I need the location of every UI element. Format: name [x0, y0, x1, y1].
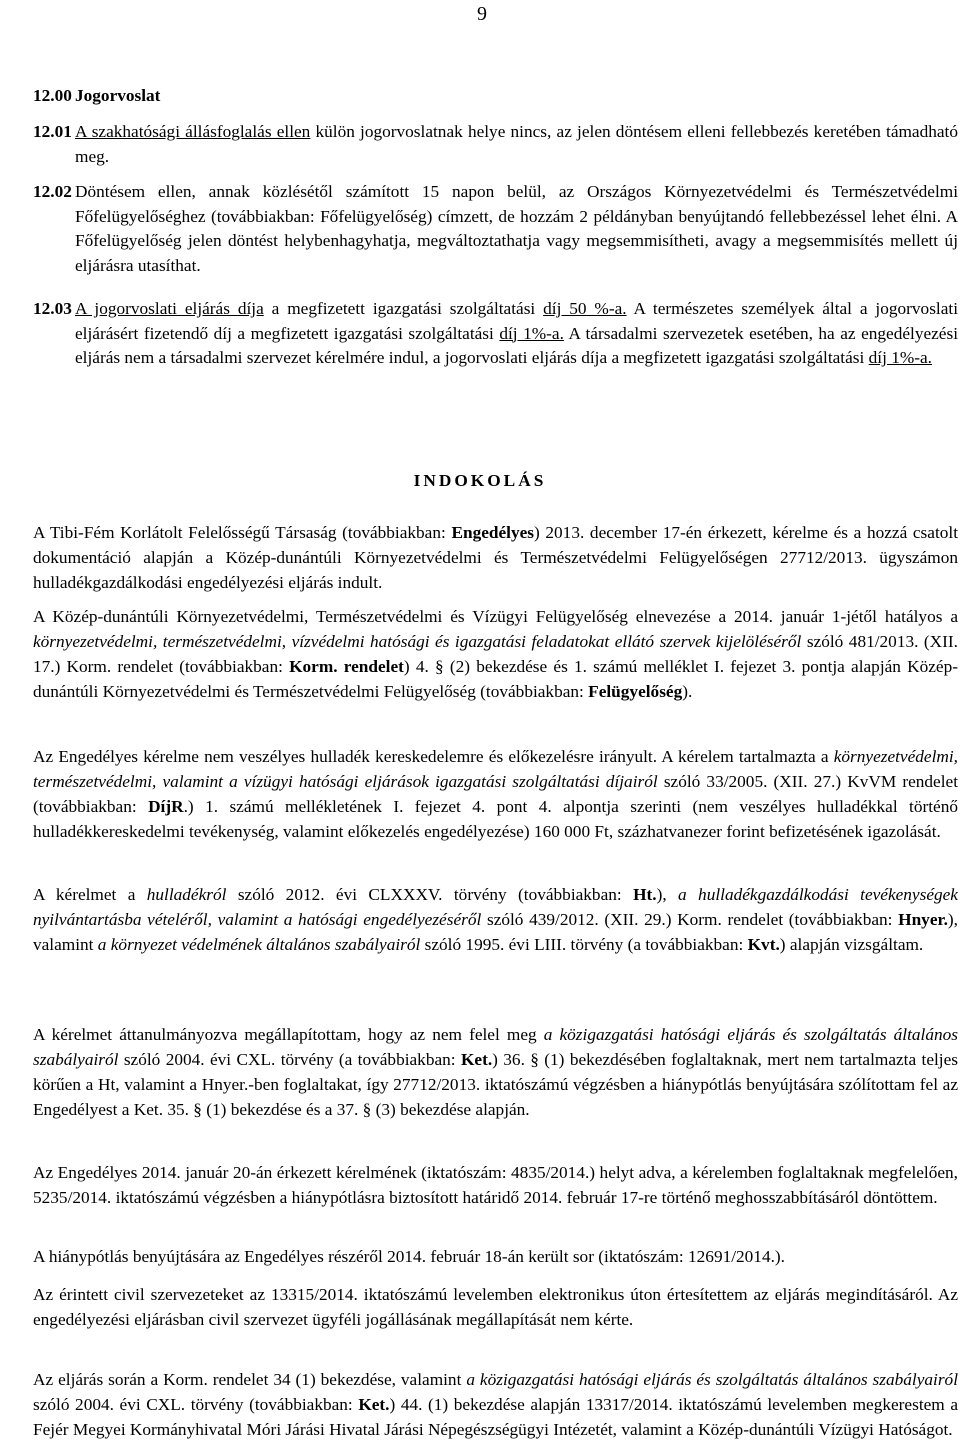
text-run: ) alapján vizsgáltam.: [779, 935, 924, 954]
bold-term: Hnyer.: [898, 910, 948, 929]
italic-title: környezetvédelmi, természetvédelmi, valamint a vízügyi hatósági eljárások igazgatási szolgáltatási díjairól: [33, 747, 958, 791]
text-run: ), valamint: [33, 910, 958, 954]
italic-title: a hulladékgazdálkodási tevékenységek nyilvántartásba vételéről, valamint a hatósági engedélyezéséről: [33, 885, 958, 929]
text-run: szóló 2004. évi CXL. törvény (a továbbiakban:: [118, 1050, 461, 1069]
bold-term: Ht.: [633, 885, 657, 904]
section-number: 12.02: [33, 182, 72, 201]
text-run: ) 36. § (1) bekezdésében foglaltaknak, mert nem tartalmazta teljes körűen a Ht, valamint a Hnyer.-ben foglaltakat, így 27712/2013. iktatószámú végzésben a hiánypótlás benyújtására szólítottam fel az Engedélyest a Ket. 35. § (1) bekezdése és a 37. § (3) bekezdése alapján.: [33, 1050, 959, 1119]
text-run: szóló 439/2012. (XII. 29.) Korm. rendelet (továbbiakban:: [481, 910, 899, 929]
italic-title: a közigazgatási hatósági eljárás és szolgáltatás általános szabályairól: [33, 1025, 958, 1069]
italic-title: környezetvédelmi, természetvédelmi, vízvédelmi hatósági és igazgatási feladatokat ellátó szervek kijelöléséről: [33, 632, 802, 651]
text-run: szóló 2004. évi CXL. törvény (továbbiakban:: [33, 1395, 359, 1414]
text-run: A társadalmi szervezetek esetében, ha az engedélyezési eljárás nem a társadalmi szervezet kérelmére indul, a jogorvoslati eljárás díja a megfizetett igazgatási szolgáltatási: [75, 323, 959, 367]
bold-term: Kvt.: [747, 935, 780, 954]
paragraph-8: Az érintett civil szervezeteket az 13315/2014. iktatószámú levelemben elektronikus úton értesítettem az eljárás megindításáról. Az engedélyezési eljárásban civil szervezet ügyféli jogállásának megállapítását nem kérte.: [33, 1285, 958, 1329]
italic-title: a közigazgatási hatósági eljárás és szolgáltatás általános szabályairól: [466, 1370, 958, 1389]
section-number: 12.01: [33, 122, 72, 141]
text-run: A Közép-dunántúli Környezetvédelmi, Természetvédelmi és Vízügyi Felügyelőség elnevezése a 2014. január 1-jétől hatályos a: [33, 607, 958, 626]
italic-title: hulladékról: [146, 885, 227, 904]
text-run: A kérelmet áttanulmányozva megállapítottam, hogy az nem felel meg: [33, 1025, 544, 1044]
text-run: szóló 2012. évi CLXXXV. törvény (továbbiakban:: [226, 885, 634, 904]
text-run: szóló 481/2013. (XII. 17.) Korm. rendelet (továbbiakban:: [33, 632, 958, 676]
text-run: ).: [682, 682, 693, 701]
paragraph-9: [33, 1367, 958, 1442]
section-12-03: [33, 297, 958, 371]
bold-term: Felügyelőség: [588, 682, 683, 701]
paragraph-6: Az Engedélyes 2014. január 20-án érkezett kérelmének (iktatószám: 4835/2014.) helyt adva, a kérelemben foglaltaknak megfelelően, 5235/2014. iktatószámú végzésben a hiánypótlásra biztosított határidő 2014. február 17-re történő meghosszabbításáról döntöttem.: [33, 1163, 958, 1207]
text-run: ) 4. § (2) bekezdése és 1. számú melléklet I. fejezet 3. pontja alapján Közép- dunántúli Környezetvédelmi és Természetvédelmi Felügyelőség (továbbiakban:: [33, 657, 958, 701]
bold-term: Korm. rendelet: [289, 657, 404, 676]
section-body: Döntésem ellen, annak közlésétől számított 15 napon belül, az Országos Környezetvédelmi és Természetvédelmi Főfelügyelőséghez (továbbiakban: Főfelügyelőség) címzett, de hozzám 2 példányban benyújtandó fellebbezéssel lehet élni. A Főfelügyelőség jelen döntést helybenhagyhatja, megváltoztathatja vagy megsemmisítheti, avagy a megsemmisítés mellett új eljárásra utasíthat.: [75, 182, 958, 275]
bold-term: Ket.: [358, 1395, 390, 1414]
indoklas-title: INDOKOLÁS: [413, 471, 547, 490]
underlined-text: díj 1%-a.: [499, 323, 564, 343]
text-run: szóló 33/2005. (XII. 27.) KvVM rendelet (továbbiakban:: [33, 772, 959, 816]
bold-term: Engedélyes: [451, 523, 535, 542]
page-number: 9: [477, 3, 487, 25]
section-number: 12.03: [33, 299, 72, 318]
paragraph-5: [33, 1022, 958, 1122]
underlined-text: díj 50 %-a.: [543, 299, 627, 318]
paragraph-1: [33, 520, 958, 595]
text-run: A kérelmet a: [33, 885, 147, 904]
text-run: A természetes személyek által a jogorvoslati eljárásért fizetendő díj a megfizetett igazgatási szolgáltatási: [75, 299, 958, 343]
section-body: [75, 297, 958, 371]
section-title: Jogorvoslat: [75, 86, 161, 105]
text-run: Az Engedélyes kérelme nem veszélyes hulladék kereskedelemre és előkezelésre irányult. A kérelem tartalmazta a: [33, 747, 834, 766]
text-run: szóló 1995. évi LIII. törvény (a továbbiakban:: [420, 935, 748, 954]
underlined-text: A szakhatósági állásfoglalás ellen: [75, 122, 311, 141]
paragraph-3: [33, 744, 958, 844]
text-run: Az eljárás során a Korm. rendelet 34 (1) bekezdése, valamint: [33, 1370, 467, 1389]
section-heading: [33, 84, 160, 108]
text-run: .) 1. számú mellékletének I. fejezet 4. pont 4. alpontja szerinti (nem veszélyes hulladékkal történő hulladékkereskedelmi tevékenység, valamint előkezelés engedélyezése) 160 000 Ft, százhatvanezer forint befizetésének igazolását.: [33, 797, 958, 841]
section-12-02: [33, 180, 958, 278]
bold-term: DíjR: [148, 797, 184, 816]
section-12-01: [33, 120, 958, 169]
section-number: 12.00: [33, 86, 72, 105]
text-run: ) 2013. december 17-én érkezett, kérelme és a hozzá csatolt dokumentáció alapján a Közép-dunántúli Környezetvédelmi és Természetvédelmi Felügyelőségen 27712/2013. ügyszámon hulladékgazdálkodási engedélyezési eljárás indult.: [33, 523, 958, 592]
paragraph-7: A hiánypótlás benyújtására az Engedélyes részéről 2014. február 18-án került sor (iktatószám: 12691/2014.).: [33, 1247, 785, 1266]
underlined-text: A jogorvoslati eljárás díja: [75, 299, 264, 318]
italic-title: a környezet védelmének általános szabályairól: [97, 935, 421, 954]
text-run: ),: [656, 885, 679, 904]
paragraph-2: [33, 604, 958, 704]
bold-term: Ket.: [460, 1050, 493, 1069]
text-run: A Tibi-Fém Korlátolt Felelősségű Társaság (továbbiakban:: [33, 523, 452, 542]
paragraph-4: [33, 882, 958, 957]
section-body: [75, 120, 958, 169]
text-run: a megfizetett igazgatási szolgáltatási: [263, 299, 544, 318]
text-run: ) 44. (1) bekezdése alapján 13317/2014. iktatószámú levelemben megkerestem a Fejér Megyei Kormányhivatal Móri Járási Hivatal Járási Népegészségügyi Intézetét, valamint a Közép-dunántúli Vízügyi Hatóságot.: [33, 1395, 958, 1439]
text-run: külön jogorvoslatnak helye nincs, az jelen döntésem elleni fellebbezés keretében támadható meg.: [75, 122, 958, 166]
underlined-text: díj 1%-a.: [868, 348, 932, 367]
